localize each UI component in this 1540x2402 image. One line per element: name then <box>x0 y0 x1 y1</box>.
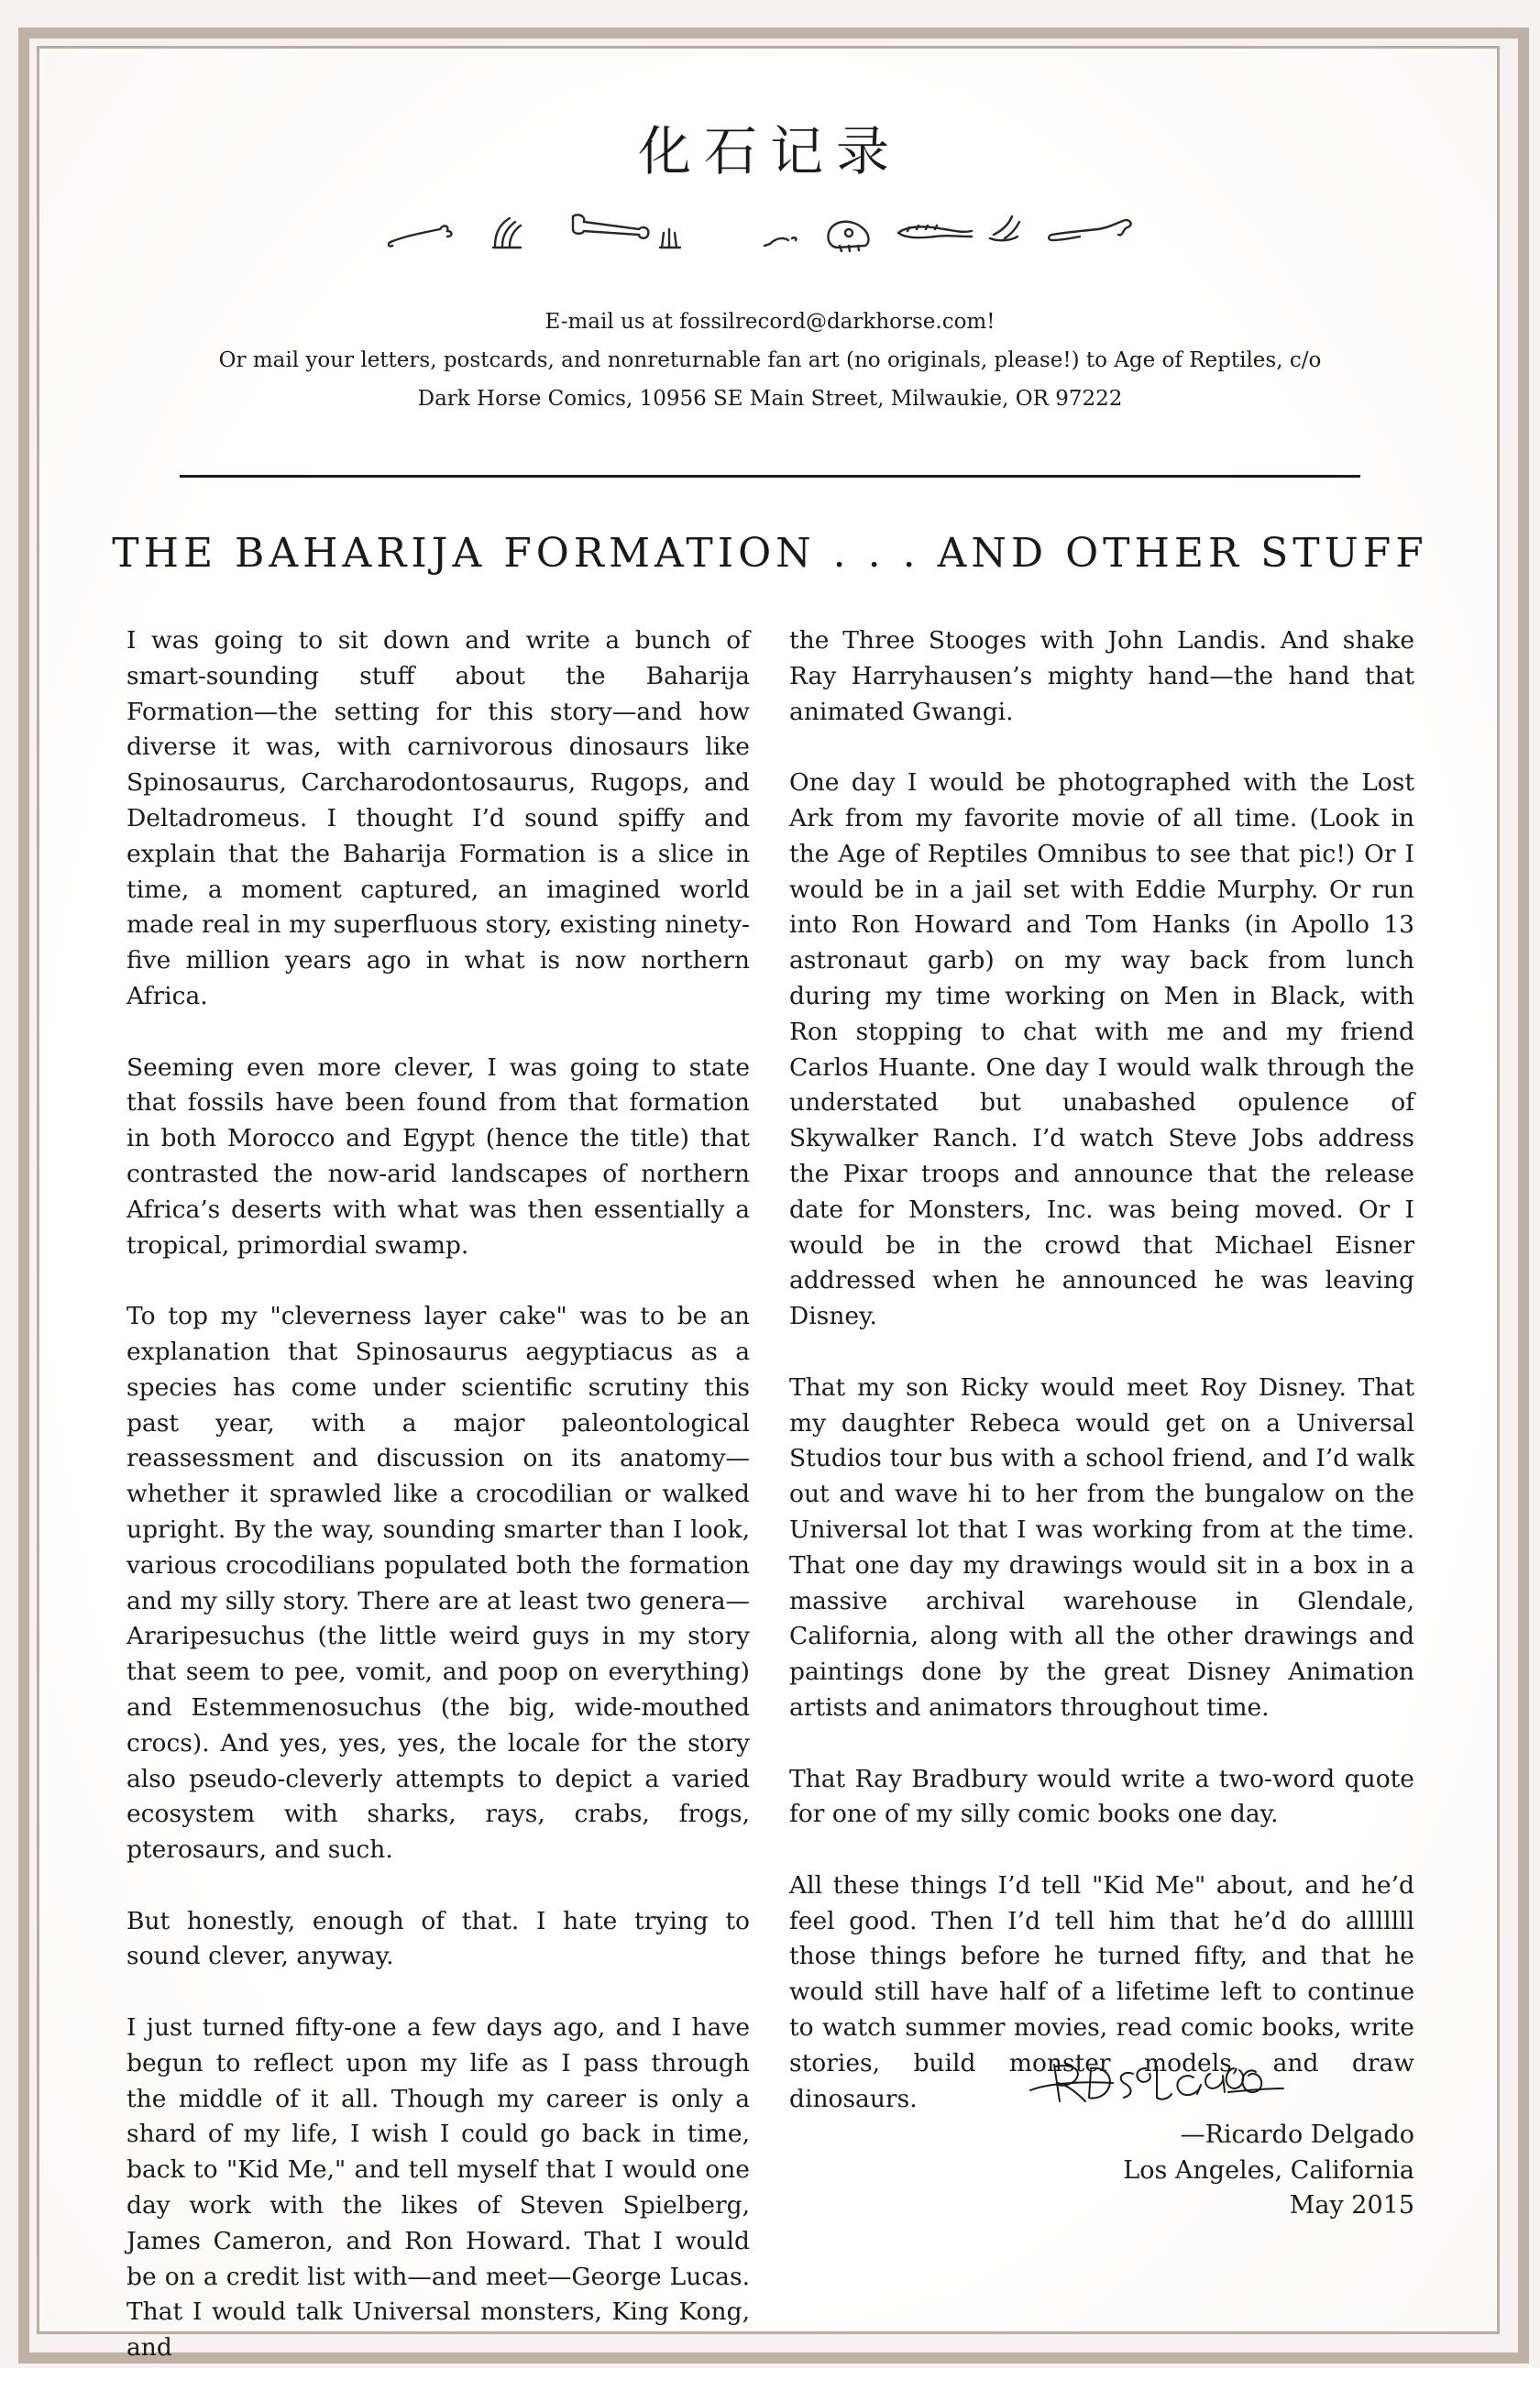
paragraph: All these things I’d tell "Kid Me" about, and he’d feel good. Then I’d tell him that he’d do alllllll those things before he turned fifty, and that he would still have half of a lifetime left to continue to watch summer movies, read comic books, write stories, build monster models, and draw dinosaurs. <box>789 1870 1414 2113</box>
divider-rule <box>180 475 1360 478</box>
paragraph: the Three Stooges with John Landis. And shake Ray Harryhausen’s mighty hand—the hand that animated Gwangi. <box>789 626 1414 726</box>
author-date: May 2015 <box>1289 2191 1414 2220</box>
claw-icon <box>493 218 521 248</box>
rib-icon <box>1049 220 1130 240</box>
paragraph: That my son Ricky would meet Roy Disney. That my daughter Rebeca would get on a Universal Studios tour bus with a school friend, and I’d walk out and wave hi to her from the bungalow on the Universal lot that I was working from at the time. That one day my drawings would sit in a box in a massive archival warehouse in Glendale, California, along with all the other drawings and paintings done by the great Disney Animation artists and animators throughout time. <box>789 1372 1414 1722</box>
signature <box>953 2046 1412 2120</box>
contact-email: E-mail us at fossilrecord@darkhorse.com! <box>544 310 996 334</box>
foot-icon <box>660 229 680 248</box>
paragraph: Seeming even more clever, I was going to state that fossils have been found from that formation in both Morocco and Egypt (hence the title) that contrasted the now-arid landscapes of northern Africa’s deserts with what was then essentially a tropical, primordial swamp. <box>126 1052 750 1260</box>
contact-mail: Or mail your letters, postcards, and nonreturnable fan art (no originals, please!) to Age of Reptiles, c/o <box>218 348 1322 372</box>
paragraph: I just turned fifty-one a few days ago, and I have begun to reflect upon my life as I pass through the middle of it all. Though my career is only a shard of my life, I wish I could go back in time, back to "Kid Me," and tell myself that I would one day work with the likes of Steven Spielberg, James Cameron, and Ron Howard. That I would be on a credit list with—and meet—George Lucas. That I would talk Universal monsters, King Kong, and <box>126 2013 750 2363</box>
article-column-left <box>126 623 750 2402</box>
article-title: THE BAHARIJA FORMATION . . . AND OTHER STUFF <box>112 530 1428 577</box>
skull-icon <box>828 222 868 251</box>
contact-info <box>0 303 1540 418</box>
vertebra-icon <box>990 216 1019 240</box>
tooth-icon <box>764 237 797 246</box>
contact-address: Dark Horse Comics, 10956 SE Main Street, Milwaukie, OR 97222 <box>417 387 1123 411</box>
paragraph: But honestly, enough of that. I hate trying to sound clever, anyway. <box>126 1906 750 1971</box>
fossil-divider <box>385 202 1155 257</box>
bone-icon <box>389 226 452 246</box>
jaw-icon <box>898 226 972 237</box>
article-column-right <box>789 623 1414 2153</box>
femur-icon <box>573 215 648 237</box>
paragraph: That Ray Bradbury would write a two-word quote for one of my silly comic books one day. <box>789 1764 1414 1829</box>
paragraph: One day I would be photographed with the Lost Ark from my favorite movie of all time. (Look in the Age of Reptiles Omnibus to see that pic!) Or I would be in a jail set with Eddie Murphy. Or run into Ron Howard and Tom Hanks (in Apollo 13 astronaut garb) on my way back from lunch during my time working on Men in Black, with Ron stopping to chat with me and my friend Carlos Huante. One day I would walk through the understated but unabashed opulence of Skywalker Ranch. I’d watch Steve Jobs address the Pixar troops and announce that the release date for Monsters, Inc. was being moved. Or I would be in the crowd that Michael Eisner addressed when he announced he was leaving Disney. <box>789 768 1414 1331</box>
paragraph: I was going to sit down and write a bunch of smart-sounding stuff about the Baharija Formation—the setting for this story—and how diverse it was, with carnivorous dinosaurs like Spinosaurus, Carcharodontosaurus, Rugops, and Deltadromeus. I thought I’d sound spiffy and explain that the Baharija Formation is a slice in time, a moment captured, an imagined world made real in my superfluous story, existing ninety-five million years ago in what is now northern Africa. <box>126 626 750 1010</box>
signoff <box>953 2118 1414 2224</box>
author-name: —Ricardo Delgado <box>1180 2121 1414 2149</box>
page-title: 化石记录 <box>637 120 902 182</box>
author-location: Los Angeles, California <box>1123 2155 1414 2185</box>
paragraph: To top my "cleverness layer cake" was to be an explanation that Spinosaurus aegyptiacus as a species has come under scientific scrutiny this past year, with a major paleontological reassessment and discussion on its anatomy—whether it sprawled like a crocodilian or walked upright. By the way, sounding smarter than I look, various crocodilians populated both the formation and my silly story. There are at least two genera—Araripesuchus (the little weird guys in my story that seem to pee, vomit, and poop on everything) and Estemmenosuchus (the big, wide-mouthed crocs). And yes, yes, yes, the locale for the story also pseudo-cleverly attempts to depict a varied ecosystem with sharks, rays, crabs, frogs, pterosaurs, and such. <box>126 1302 750 1865</box>
